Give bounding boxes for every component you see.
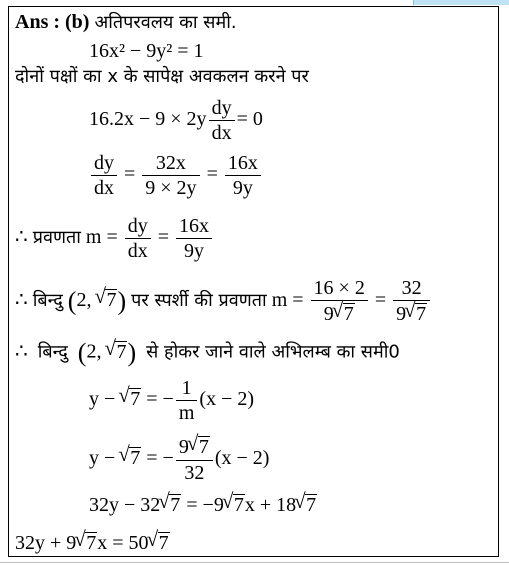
eq1-rhs: (x − 2)	[199, 388, 255, 411]
eq2-fraction	[176, 436, 213, 483]
sqrt-seven	[224, 494, 245, 516]
slope-fraction-1	[125, 216, 151, 261]
fraction-numerator: 16 × 2	[311, 278, 368, 301]
fraction-denominator: 32	[184, 462, 205, 484]
slope-fraction-2	[176, 216, 212, 261]
eq1-fraction	[176, 378, 198, 423]
fraction-denominator: 9y	[184, 240, 205, 262]
therefore-symbol: ∴	[15, 289, 28, 312]
derivative-step-1	[89, 98, 263, 143]
fraction-denominator: 9 × 2y	[145, 177, 197, 199]
normal-equation-2	[89, 436, 269, 483]
radicand: 7	[86, 532, 97, 554]
tangent-slope-line: ∴ बिन्दु (2, √ 7) पर स्पर्शी की प्रवणता m = $\frac{16 \times 2}{9√ 7}$ = $\frac{32}{9√ 7}$	[15, 278, 432, 325]
eq3-part-c: x + 18	[244, 494, 297, 516]
radicand: 7	[233, 494, 244, 516]
radicand: 7	[130, 447, 141, 470]
radicand: 7	[158, 532, 169, 554]
eq2-lhs: y −	[89, 447, 116, 470]
fraction-numerator: dy	[209, 98, 235, 121]
fraction-numerator: dy	[91, 153, 117, 176]
eq3-part-b: = −9	[181, 494, 224, 516]
normal-line-text: ∴ बिन्दु (2, √ 7) से होकर जाने वाले अभिलम्ब का समी0	[15, 340, 400, 366]
tangent-fraction-2	[393, 278, 430, 325]
final-answer	[15, 532, 170, 554]
fraction-numerator: 16x	[176, 216, 212, 239]
hyperbola-equation: 16x² − 9y² = 1	[89, 40, 204, 62]
step2-fraction-2	[142, 153, 199, 198]
fraction-numerator: dy	[125, 216, 151, 239]
radicand: 7	[106, 289, 117, 312]
fraction-numerator: 32	[393, 278, 430, 301]
therefore-symbol: ∴	[15, 340, 28, 363]
step2-fraction-3	[225, 153, 261, 198]
fraction-denominator: 9y	[232, 177, 253, 199]
sqrt-seven	[120, 447, 141, 469]
sqrt-seven	[96, 289, 117, 311]
final-part-a: 32y + 9	[15, 532, 77, 554]
step2-fraction-1	[91, 153, 117, 198]
normal-description: से होकर जाने वाले अभिलम्ब का समी0	[146, 341, 400, 363]
radicand: 7	[116, 340, 127, 363]
step1-left: 16.2x − 9 × 2y	[89, 108, 207, 131]
sqrt-seven	[106, 341, 127, 363]
fraction-numerator: 9√ 7	[176, 436, 213, 461]
point-label: बिन्दु	[32, 290, 63, 312]
point-x: 2,	[76, 289, 97, 312]
radicand: 7	[170, 494, 181, 516]
sqrt-seven	[296, 494, 317, 516]
step1-right: = 0	[236, 108, 263, 131]
sqrt-seven	[120, 388, 141, 410]
fraction-denominator: 9√ 7	[393, 301, 430, 325]
answer-label: Ans : (b)	[15, 11, 90, 33]
tangent-fraction-1	[311, 278, 368, 325]
eq1-equals: = −	[146, 388, 174, 411]
point-x: 2,	[86, 340, 107, 363]
fraction-denominator: dx	[127, 240, 148, 262]
radicand: 7	[130, 388, 141, 411]
eq1-lhs: y −	[89, 388, 116, 411]
tangent-slope-text: पर स्पर्शी की प्रवणता	[131, 290, 267, 312]
answer-header	[15, 12, 237, 32]
sqrt-seven	[76, 532, 97, 554]
sqrt-seven	[149, 532, 170, 554]
sqrt-seven	[160, 494, 181, 516]
slope-line: ∴ प्रवणता m = $\frac{dy}{dx}$ = $\frac{16x}{9y}$	[15, 216, 214, 261]
fraction-denominator: dx	[211, 122, 232, 144]
fraction-numerator: 16x	[225, 153, 261, 176]
derivative-step-2: $\frac{dy}{dx}$ = $\frac{32x}{9 \times 2y}$ = $\frac{16x}{9y}$	[89, 153, 263, 198]
fraction-denominator: 9√ 7	[311, 301, 368, 325]
slope-m: m =	[85, 226, 118, 249]
point-label: बिन्दु	[37, 341, 68, 363]
final-part-b: x = 50	[97, 532, 149, 554]
eq2-equals: = −	[146, 447, 174, 470]
eq3-part-a: 32y − 32	[89, 494, 161, 516]
step1-fraction	[209, 98, 235, 143]
slope-label: प्रवणता	[32, 227, 81, 249]
radicand: 7	[306, 494, 317, 516]
eq2-rhs: (x − 2)	[214, 447, 270, 470]
fraction-denominator: m	[178, 402, 195, 424]
fraction-numerator: 1	[176, 378, 198, 401]
differentiate-text: दोनों पक्षों का x के सापेक्ष अवकलन करने पर	[15, 66, 309, 87]
fraction-numerator: 32x	[142, 153, 199, 176]
bottom-divider	[0, 562, 509, 563]
hyperbola-title: अतिपरवलय का समी.	[94, 12, 237, 33]
fraction-denominator: dx	[94, 177, 114, 199]
normal-equation-1	[89, 378, 254, 423]
therefore-symbol: ∴	[15, 226, 28, 249]
normal-equation-3	[89, 494, 317, 516]
tangent-m: m =	[271, 289, 304, 312]
top-tab-strip	[413, 0, 509, 5]
